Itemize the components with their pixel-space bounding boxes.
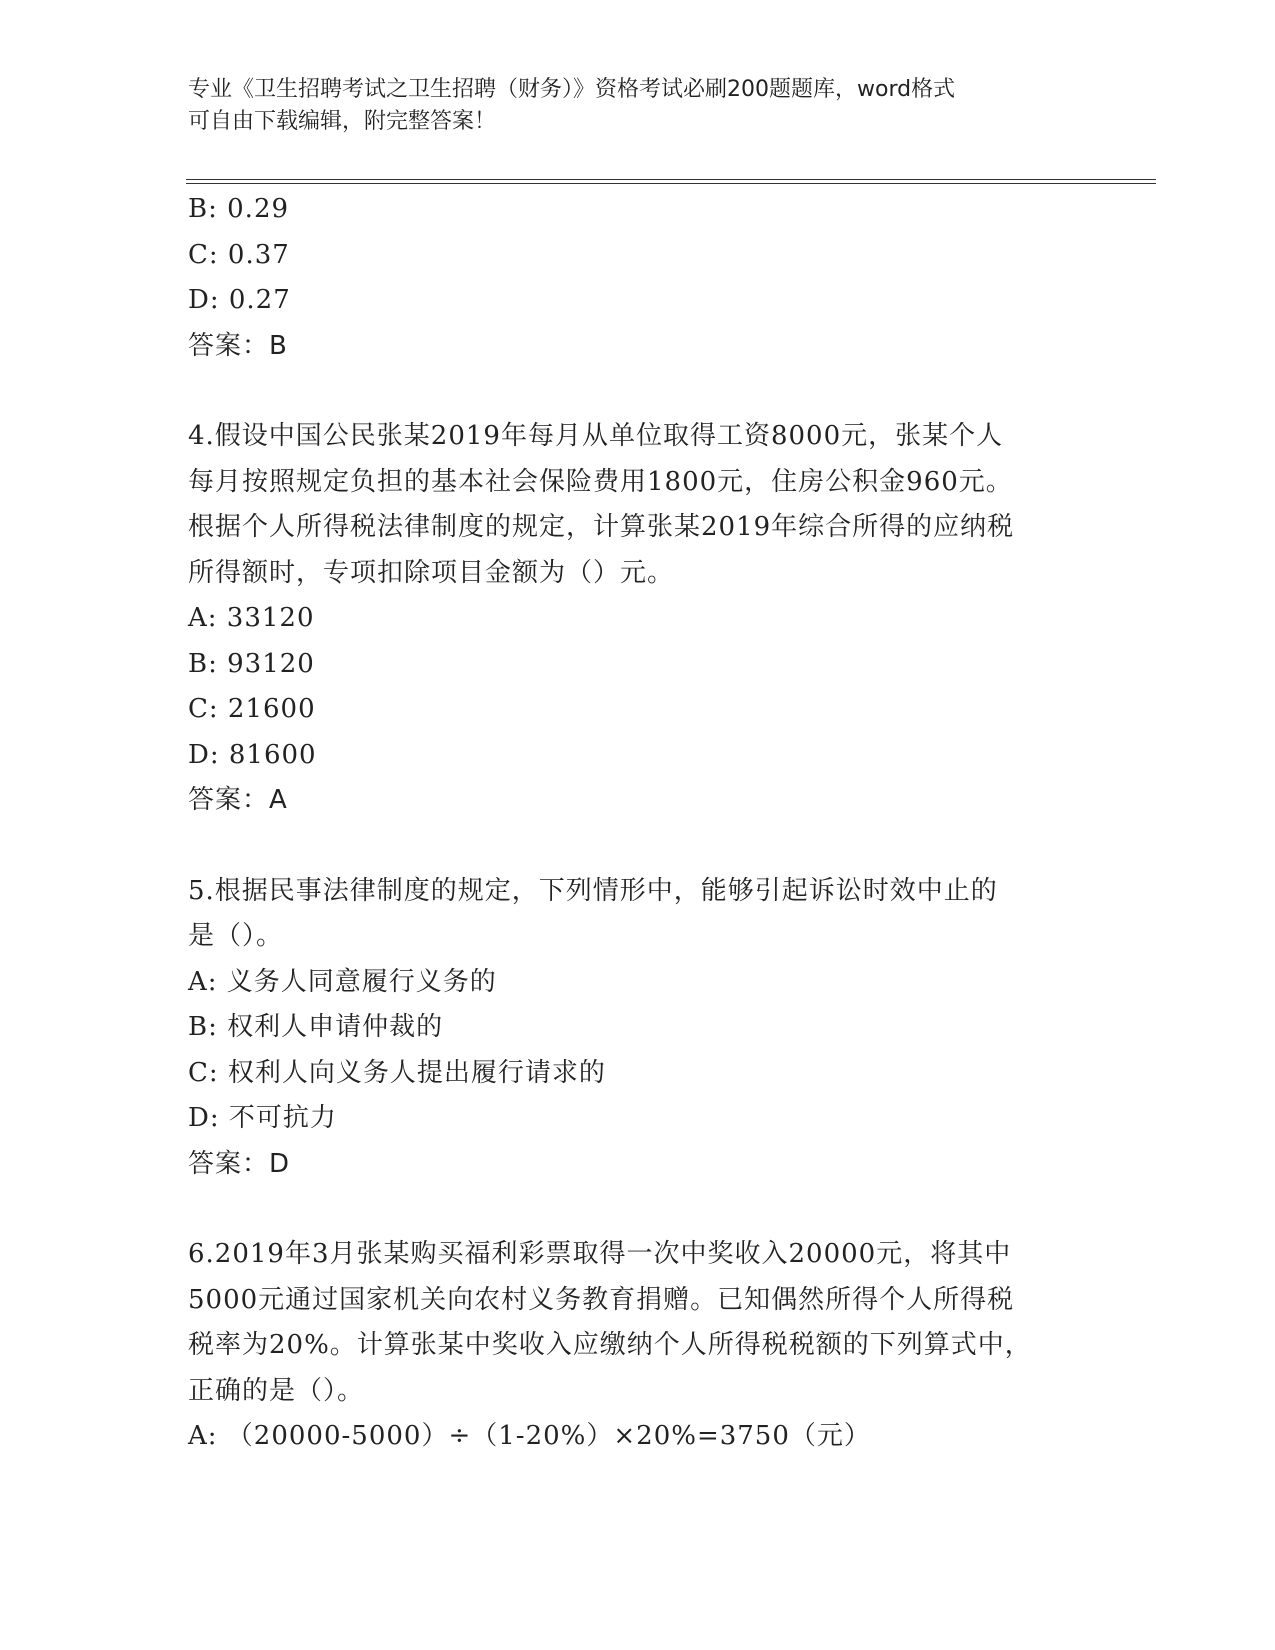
question-4-stem-line-3: 根据个人所得税法律制度的规定，计算张某2019年综合所得的应纳税 bbox=[188, 512, 1015, 542]
page-header bbox=[188, 74, 1068, 138]
question-5-answer: 答案：D bbox=[188, 1148, 291, 1179]
question-3-block bbox=[188, 187, 1088, 369]
header-divider-bottom bbox=[186, 183, 1156, 184]
header-title-line-2: 可自由下载编辑，附完整答案！ bbox=[188, 109, 497, 134]
question-5-option-a: A: 义务人同意履行义务的 bbox=[188, 966, 497, 997]
question-gap bbox=[188, 369, 1088, 414]
question-4-option-b: B: 93120 bbox=[188, 648, 315, 679]
header-divider-top bbox=[186, 179, 1156, 180]
question-gap bbox=[188, 1187, 1088, 1232]
question-list bbox=[188, 187, 1088, 1460]
question-6-stem-line-2: 5000元通过国家机关向农村义务教育捐赠。已知偶然所得个人所得税 bbox=[188, 1284, 1015, 1315]
question-5-option-d: D: 不可抗力 bbox=[188, 1103, 337, 1133]
question-6-option-a: A: （20000-5000）÷（1-20%）×20%=3750（元） bbox=[188, 1421, 871, 1451]
question-4-stem-line-2: 每月按照规定负担的基本社会保险费用1800元，住房公积金960元。 bbox=[188, 466, 1013, 497]
question-6-stem-line-1: 6.2019年3月张某购买福利彩票取得一次中奖收入20000元，将其中 bbox=[188, 1239, 1012, 1269]
question-6-stem-line-4: 正确的是（）。 bbox=[188, 1375, 365, 1406]
question-5-stem-line-2: 是（）。 bbox=[188, 921, 284, 951]
question-gap bbox=[188, 824, 1088, 869]
question-3-option-b: B: 0.29 bbox=[188, 194, 290, 224]
question-3-option-c: C: 0.37 bbox=[188, 239, 290, 270]
question-4-option-d: D: 81600 bbox=[188, 739, 317, 770]
question-4-stem-line-4: 所得额时，专项扣除项目金额为（）元。 bbox=[188, 557, 675, 588]
question-4-block bbox=[188, 414, 1088, 824]
question-5-option-b: B: 权利人申请仲裁的 bbox=[188, 1012, 444, 1042]
question-4-option-a: A: 33120 bbox=[188, 603, 315, 633]
question-6-block bbox=[188, 1232, 1088, 1460]
question-3-answer: 答案：B bbox=[188, 330, 288, 361]
header-title-line-1: 专业《卫生招聘考试之卫生招聘（财务）》资格考试必刷200题题库，word格式 bbox=[188, 77, 956, 102]
question-6-stem-line-3: 税率为20%。计算张某中奖收入应缴纳个人所得税税额的下列算式中， bbox=[188, 1330, 1032, 1360]
question-4-answer: 答案：A bbox=[188, 785, 288, 815]
question-4-option-c: C: 21600 bbox=[188, 694, 316, 724]
question-4-stem-line-1: 4.假设中国公民张某2019年每月从单位取得工资8000元，张某个人 bbox=[188, 421, 1004, 451]
question-3-option-d: D: 0.27 bbox=[188, 285, 291, 315]
question-5-stem-line-1: 5.根据民事法律制度的规定，下列情形中，能够引起诉讼时效中止的 bbox=[188, 875, 998, 906]
question-5-option-c: C: 权利人向义务人提出履行请求的 bbox=[188, 1057, 606, 1088]
question-5-block bbox=[188, 869, 1088, 1188]
